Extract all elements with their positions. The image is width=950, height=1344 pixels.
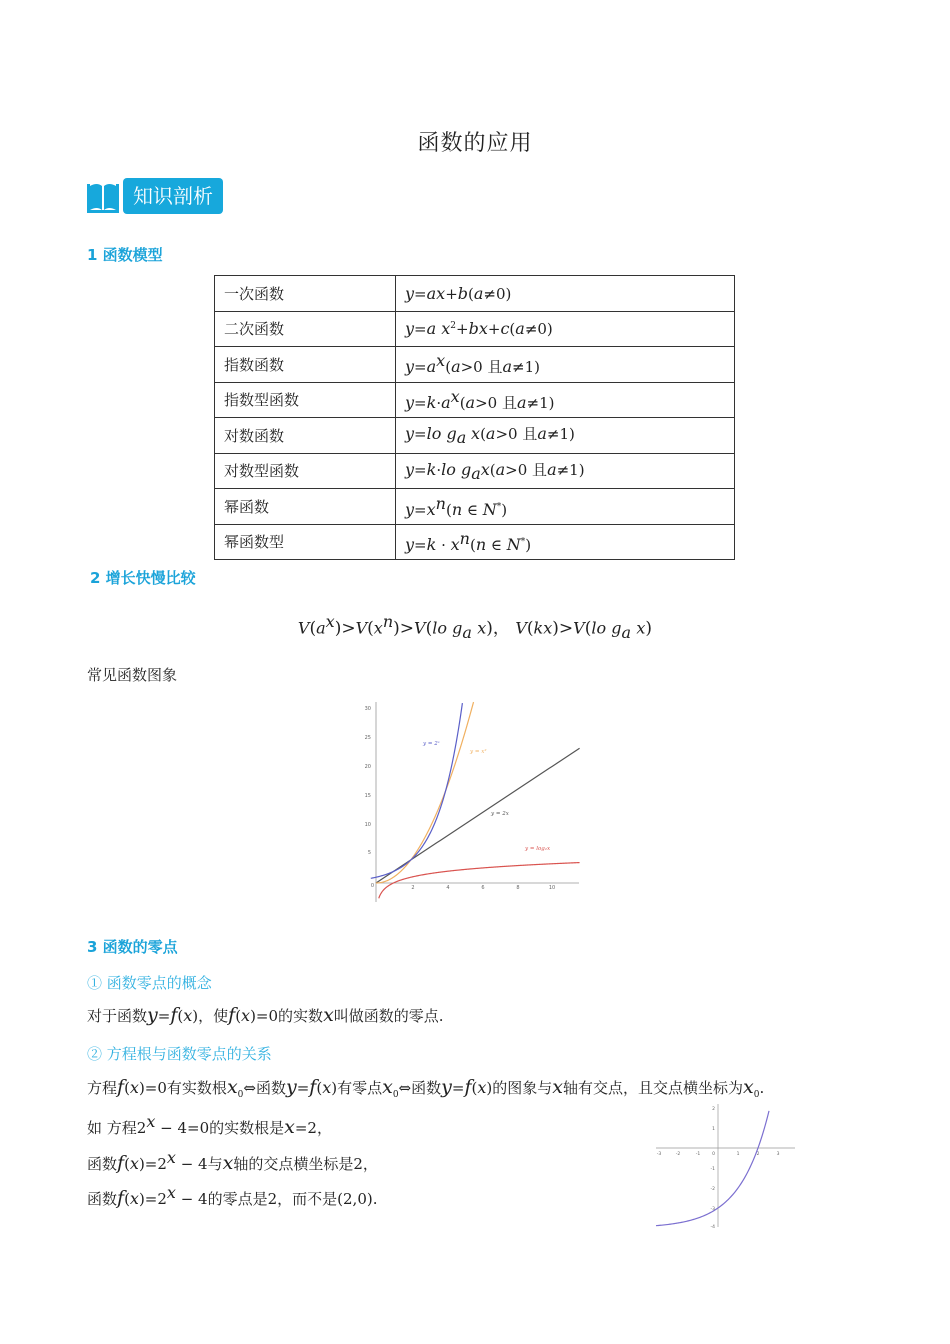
model-name: 幂函数 bbox=[215, 489, 396, 525]
growth-comparison-formula: $V(a^x)>V(x^n)>V(lo$ $g_a$ x)， V(kx)>V(lo $g_a$ x) bbox=[297, 612, 653, 643]
x-tick: 10 bbox=[548, 885, 556, 891]
text: ⇔函数 bbox=[398, 1079, 442, 1097]
y-tick: -2 bbox=[710, 1187, 715, 1192]
x-tick: 6 bbox=[481, 885, 485, 891]
model-formula: $y=k \cdot x^n(n$ ∈ N*) bbox=[396, 524, 735, 560]
x-tick: 8 bbox=[516, 885, 520, 891]
x-tick: 1 bbox=[736, 1152, 740, 1157]
page-title: 函数的应用 bbox=[417, 131, 533, 156]
model-formula: $y=x^n(n$ ∈ N*) bbox=[396, 489, 735, 525]
x-tick: 4 bbox=[446, 885, 450, 891]
table-row bbox=[215, 489, 735, 525]
text: 的图象与 bbox=[492, 1079, 553, 1097]
text: ，使 bbox=[198, 1007, 229, 1025]
table-row bbox=[215, 382, 735, 418]
linear-curve bbox=[376, 748, 580, 883]
y-tick: 5 bbox=[367, 850, 371, 856]
table-row bbox=[215, 347, 735, 383]
section-badge bbox=[86, 178, 223, 214]
example-zero: 函数$f(x)=2^x - 4$的零点是2，而不是(2,0). bbox=[87, 1183, 378, 1209]
model-name: 指数函数 bbox=[215, 347, 396, 383]
text: 如 方程 bbox=[87, 1119, 137, 1137]
book-icon bbox=[86, 178, 120, 214]
y-tick: 10 bbox=[364, 822, 371, 828]
text: (2,0). bbox=[337, 1190, 378, 1208]
model-name: 对数函数 bbox=[215, 418, 396, 454]
text: 函数 bbox=[87, 1155, 118, 1173]
text: 的实数根是 bbox=[209, 1119, 285, 1137]
text: 有实数根 bbox=[166, 1079, 227, 1097]
y-tick: -4 bbox=[710, 1225, 715, 1230]
example-equation: 如 方程$2^x - 4=0$的实数根是x=2， bbox=[87, 1112, 332, 1138]
log-curve bbox=[379, 863, 580, 899]
function-models-table bbox=[214, 275, 735, 560]
model-name: 对数型函数 bbox=[215, 453, 396, 489]
x-tick: 3 bbox=[776, 1152, 780, 1157]
x-tick: 2 bbox=[411, 885, 415, 891]
model-formula: y=a $x^2+bx+c(a\ne 0)$ bbox=[396, 311, 735, 347]
y-tick: 1 bbox=[712, 1127, 715, 1132]
text: 叫做函数的零点. bbox=[333, 1007, 444, 1025]
zero-example-graph bbox=[652, 1100, 797, 1230]
table-row bbox=[215, 418, 735, 454]
model-formula: $y=k\cdot a^x(a>0$ 且a≠1) bbox=[396, 382, 735, 418]
x-tick: -1 bbox=[695, 1152, 701, 1157]
text: 对于函数 bbox=[87, 1007, 148, 1025]
table-row bbox=[215, 276, 735, 312]
example-intersection: 函数$f(x)=2^x - 4$与x轴的交点横坐标是2， bbox=[87, 1148, 378, 1174]
x-tick: -2 bbox=[675, 1152, 681, 1157]
y-tick: 20 bbox=[364, 764, 371, 770]
section-1-heading: 1 函数模型 bbox=[87, 246, 163, 264]
subsection-zero-concept: ① 函数零点的概念 bbox=[87, 974, 212, 992]
pow-label: y = x² bbox=[470, 749, 487, 755]
model-name: 幂函数型 bbox=[215, 524, 396, 560]
section-3-heading: 3 函数的零点 bbox=[87, 938, 178, 956]
exp-label: y = 2ˣ bbox=[423, 741, 440, 747]
text: 函数 bbox=[87, 1190, 118, 1208]
y-tick: 15 bbox=[364, 793, 371, 799]
x-tick: 2 bbox=[756, 1152, 760, 1157]
common-functions-graph bbox=[364, 697, 582, 907]
table-row bbox=[215, 453, 735, 489]
log-label: y = log₂x bbox=[525, 846, 551, 852]
origin-label: 0 bbox=[370, 883, 374, 889]
subsection-root-relation: ② 方程根与函数零点的关系 bbox=[87, 1045, 272, 1063]
badge-label: 知识剖析 bbox=[123, 178, 223, 214]
section-2-heading: 2 增长快慢比较 bbox=[90, 569, 196, 587]
text: 的实数 bbox=[278, 1007, 324, 1025]
model-name: 一次函数 bbox=[215, 276, 396, 312]
text: 的零点是2，而不是 bbox=[207, 1190, 338, 1208]
model-formula: y=k·lo $g_ax(a>0$ 且a≠1) bbox=[396, 453, 735, 489]
y-tick: 25 bbox=[364, 735, 371, 741]
text: 与 bbox=[207, 1155, 223, 1173]
linear-label: y = 2x bbox=[491, 811, 509, 817]
y-tick: 30 bbox=[364, 706, 371, 712]
text: 轴有交点，且交点横坐标为 bbox=[562, 1079, 743, 1097]
text: 方程 bbox=[87, 1079, 118, 1097]
table-row bbox=[215, 524, 735, 560]
graphs-caption: 常见函数图象 bbox=[87, 666, 178, 684]
model-formula: y=lo $g_a$ x(a>0 且a≠1) bbox=[396, 418, 735, 454]
y-tick: 2 bbox=[712, 1107, 715, 1112]
y-tick: -1 bbox=[710, 1167, 715, 1172]
model-formula: y=ax+b(a≠0) bbox=[396, 276, 735, 312]
x-tick: 0 bbox=[712, 1152, 715, 1157]
zero-definition: 对于函数y=f(x)，使f(x)=0的实数x叫做函数的零点. bbox=[87, 1004, 444, 1026]
text: 有零点 bbox=[337, 1079, 383, 1097]
model-name: 二次函数 bbox=[215, 311, 396, 347]
model-name: 指数型函数 bbox=[215, 382, 396, 418]
x-tick: -3 bbox=[656, 1152, 662, 1157]
y-tick: -3 bbox=[710, 1207, 715, 1212]
model-formula: $y=a^x(a>0$ 且a≠1) bbox=[396, 347, 735, 383]
text: ⇔函数 bbox=[243, 1079, 286, 1097]
table-row bbox=[215, 311, 735, 347]
root-zero-relation: 方程f(x)=0有实数根$x_0\Leftrightarrow$函数y=f(x)有零点$x_0\Leftrightarrow$函数y=f(x)的图象与x轴有交点，且交点横坐标为$x_0$. bbox=[87, 1076, 765, 1100]
text: 轴的交点横坐标是2， bbox=[233, 1155, 378, 1173]
